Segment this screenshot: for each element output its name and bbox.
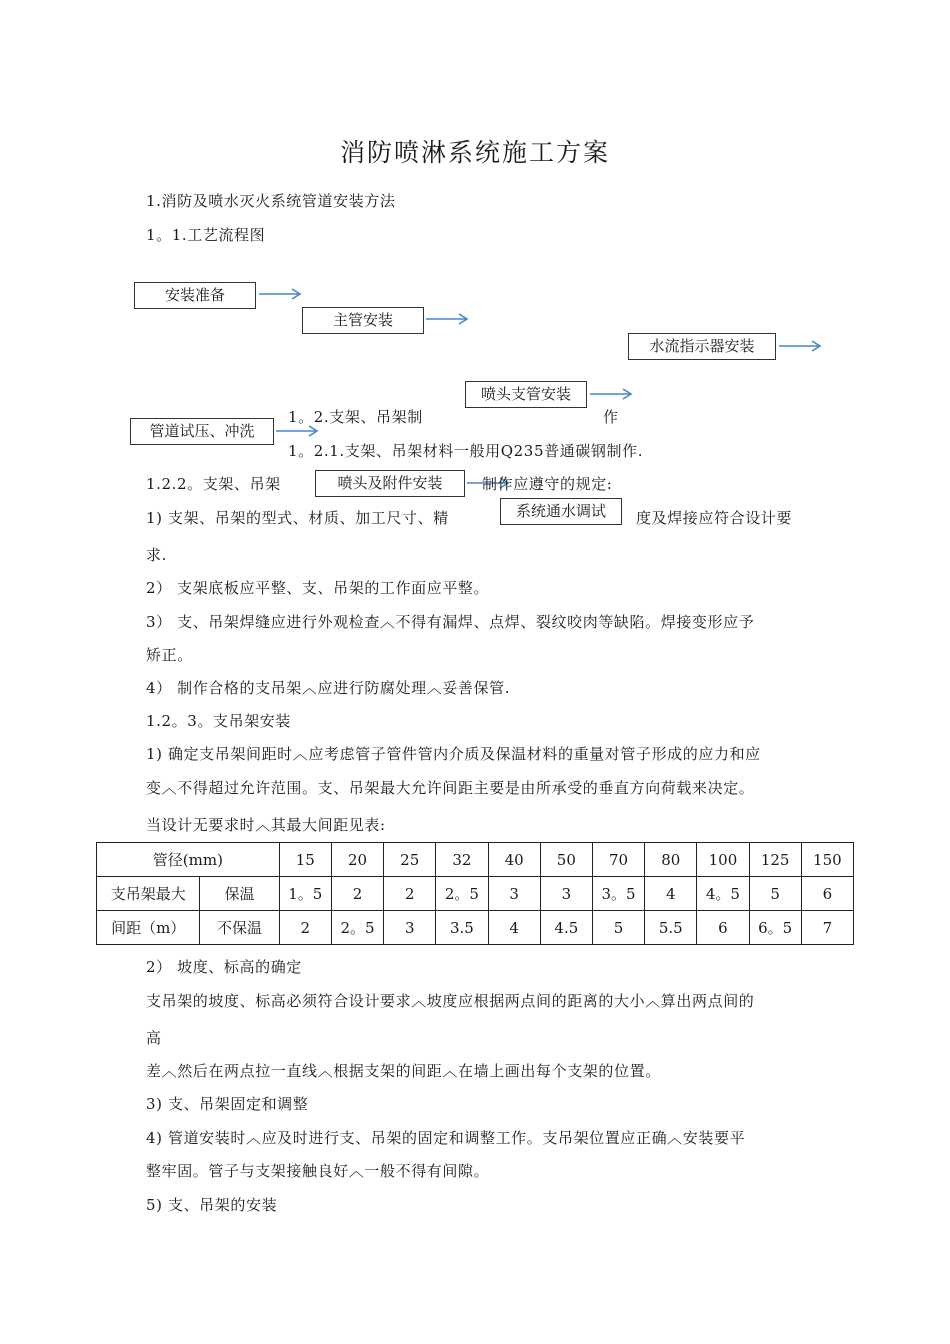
section-heading-1-2-3: 1.2。3。支吊架安装 [146,712,291,730]
table-cell-diameter: 150 [801,843,853,877]
flow-step-main-pipe: 主管安装 [302,307,424,334]
table-cell: 5.5 [645,911,697,945]
page-title: 消防喷淋系统施工方案 [339,138,610,167]
paragraph-item-3: 3） 支、吊架焊缝应进行外观检查︿不得有漏焊、点焊、裂纹咬肉等缺陷。焊接变形应予 [146,613,755,631]
table-cell: 5 [749,877,801,911]
paragraph-slope-1: 支吊架的坡度、标高必须符合设计要求︿坡度应根据两点间的距离的大小︿算出两点间的 [146,992,755,1010]
table-row-label-1: 支吊架最大 [97,877,200,911]
table-cell: 6 [697,911,749,945]
paragraph-spacing-2: 变︿不得超过允许范围。支、吊架最大允许间距主要是由所承受的垂直方向荷载来决定。 [146,779,755,797]
paragraph-slope-heading: 2） 坡度、标高的确定 [146,958,302,976]
paragraph-install-2: 整牢固。管子与支架接触良好︿一般不得有间隙。 [146,1162,490,1180]
flow-step-system-test: 系统通水调试 [500,498,622,525]
table-label-insulated: 保温 [200,877,279,911]
table-cell: 4 [645,877,697,911]
table-cell-diameter: 125 [749,843,801,877]
table-cell: 4。5 [697,877,749,911]
table-cell: 3 [488,877,540,911]
flow-step-pressure-test: 管道试压、冲洗 [130,418,274,445]
section-heading-1-2-2-tail: 制作应遵守的规定: [482,475,613,493]
table-cell: 5 [592,911,644,945]
table-cell: 7 [801,911,853,945]
table-row-uninsulated [97,911,854,945]
table-cell-diameter: 50 [540,843,592,877]
flow-arrow [425,312,471,326]
flow-arrow [589,387,635,401]
paragraph-1-2-1: 1。2.1.支架、吊架材料一般用Q235普通碳钢制作. [288,442,644,460]
table-cell-diameter: 70 [592,843,644,877]
paragraph-spacing-1: 1) 确定支吊架间距时︿应考虑管子管件管内介质及保温材料的重量对管子形成的应力和应 [146,745,761,763]
table-cell: 3 [384,911,436,945]
table-row-insulated [97,877,854,911]
table-cell: 4.5 [540,911,592,945]
paragraph-fix-heading: 3) 支、吊架固定和调整 [146,1095,309,1113]
paragraph-install-heading: 5) 支、吊架的安装 [146,1196,278,1214]
paragraph-item-1: 1) 支架、吊架的型式、材质、加工尺寸、精 [146,509,449,527]
table-cell: 2 [384,877,436,911]
flow-step-flow-indicator: 水流指示器安装 [628,333,776,360]
table-cell-diameter: 32 [436,843,488,877]
table-cell: 2 [279,911,331,945]
table-cell-diameter: 20 [331,843,383,877]
table-header-label: 管径(mm) [97,843,280,877]
paragraph-slope-3: 差︿然后在两点拉一直线︿根据支架的间距︿在墙上画出每个支架的位置。 [146,1062,661,1080]
flow-arrow [778,339,824,353]
table-label-uninsulated: 不保温 [200,911,279,945]
flow-step-prep: 安装准备 [134,282,256,309]
paragraph-item-1-tail: 度及焊接应符合设计要 [636,509,793,527]
section-heading-1: 1.消防及喷水灭火系统管道安装方法 [146,192,396,210]
table-cell-diameter: 100 [697,843,749,877]
section-heading-1-2-2: 1.2.2。支架、吊架 [146,475,281,493]
table-row-label-2: 间距（m） [97,911,200,945]
section-heading-1-2: 1。2.支架、吊架制 [288,408,423,426]
flow-step-sprinkler-branch: 喷头支管安装 [465,381,587,408]
table-header-row [97,843,854,877]
table-cell: 2 [331,877,383,911]
table-cell-diameter: 40 [488,843,540,877]
table-cell-diameter: 80 [645,843,697,877]
table-cell: 3 [540,877,592,911]
paragraph-slope-2: 高 [146,1029,162,1047]
section-heading-1-2-tail: 作 [603,408,619,426]
paragraph-item-4: 4） 制作合格的支吊架︿应进行防腐处理︿妥善保管. [146,679,511,697]
flow-step-sprinkler-fittings: 喷头及附件安装 [315,470,465,497]
table-cell: 6。5 [749,911,801,945]
paragraph-install-1: 4) 管道安装时︿应及时进行支、吊架的固定和调整工作。支吊架位置应正确︿安装要平 [146,1129,746,1147]
paragraph-item-3-cont: 矫正。 [146,646,193,664]
flow-arrow [258,287,304,301]
paragraph-item-1-cont: 求. [146,546,167,564]
table-cell-diameter: 25 [384,843,436,877]
table-cell: 4 [488,911,540,945]
table-cell: 3.5 [436,911,488,945]
table-cell: 3。5 [592,877,644,911]
table-cell: 2。5 [436,877,488,911]
section-heading-1-1: 1。1.工艺流程图 [146,226,266,244]
table-cell: 1。5 [279,877,331,911]
support-spacing-table [96,842,854,945]
table-cell: 2。5 [331,911,383,945]
table-cell: 6 [801,877,853,911]
table-cell-diameter: 15 [279,843,331,877]
paragraph-item-2: 2） 支架底板应平整、支、吊架的工作面应平整。 [146,579,490,597]
paragraph-spacing-3: 当设计无要求时︿其最大间距见表: [146,816,386,834]
